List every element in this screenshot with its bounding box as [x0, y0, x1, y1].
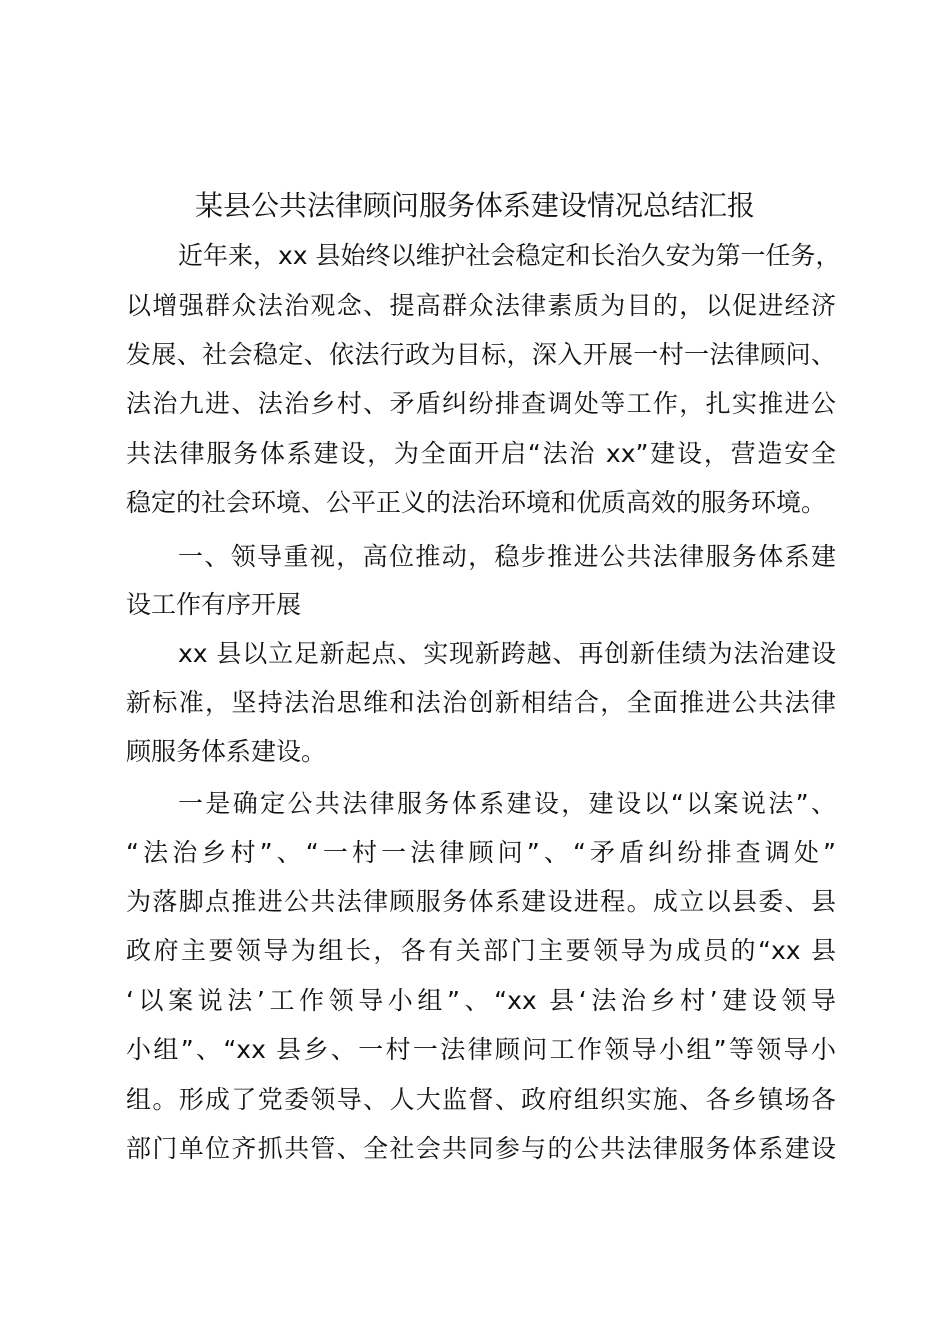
section-heading-line: 设工作有序开展: [126, 590, 302, 619]
paragraph-line: 顾服务体系建设。: [126, 737, 327, 766]
paragraph-line: 部门单位齐抓共管、全社会共同参与的公共法律服务体系建设: [126, 1134, 836, 1163]
paragraph-line: 共法律服务体系建设，为全面开启“法治 xx”建设，营造安全: [126, 439, 836, 468]
paragraph-line: 稳定的社会环境、公平正义的法治环境和优质高效的服务环境。: [126, 488, 827, 517]
paragraph-line: 为落脚点推进公共法律顾服务体系建设进程。成立以县委、县: [126, 887, 836, 916]
paragraph-line: 新标准，坚持法治思维和法治创新相结合，全面推进公共法律: [126, 688, 836, 717]
paragraph-line: 近年来，xx 县始终以维护社会稳定和长治久安为第一任务，: [178, 241, 841, 270]
paragraph-line: “法治乡村”、“一村一法律顾问”、“矛盾纠纷排查调处”: [126, 838, 836, 867]
paragraph-line: 政府主要领导为组长，各有关部门主要领导为成员的“xx 县: [126, 936, 836, 965]
paragraph-line: 组。形成了党委领导、人大监督、政府组织实施、各乡镇场各: [126, 1085, 836, 1114]
paragraph-line: 发展、社会稳定、依法行政为目标，深入开展一村一法律顾问、: [126, 340, 836, 369]
paragraph-line: 以增强群众法治观念、提高群众法律素质为目的，以促进经济: [126, 291, 836, 320]
paragraph-line: 一是确定公共法律服务体系建设，建设以“以案说法”、: [178, 789, 836, 818]
document-title: 某县公共法律顾问服务体系建设情况总结汇报: [194, 189, 755, 222]
section-heading-line: 一、领导重视，高位推动，稳步推进公共法律服务体系建: [178, 542, 836, 571]
paragraph-line: xx 县以立足新起点、实现新跨越、再创新佳绩为法治建设: [178, 639, 836, 668]
paragraph-line: 小组”、“xx 县乡、一村一法律顾问工作领导小组”等领导小: [126, 1035, 836, 1064]
paragraph-line: ‘以案说法’工作领导小组”、“xx 县‘法治乡村’建设领导: [126, 986, 836, 1015]
paragraph-line: 法治九进、法治乡村、矛盾纠纷排查调处等工作，扎实推进公: [126, 389, 836, 418]
